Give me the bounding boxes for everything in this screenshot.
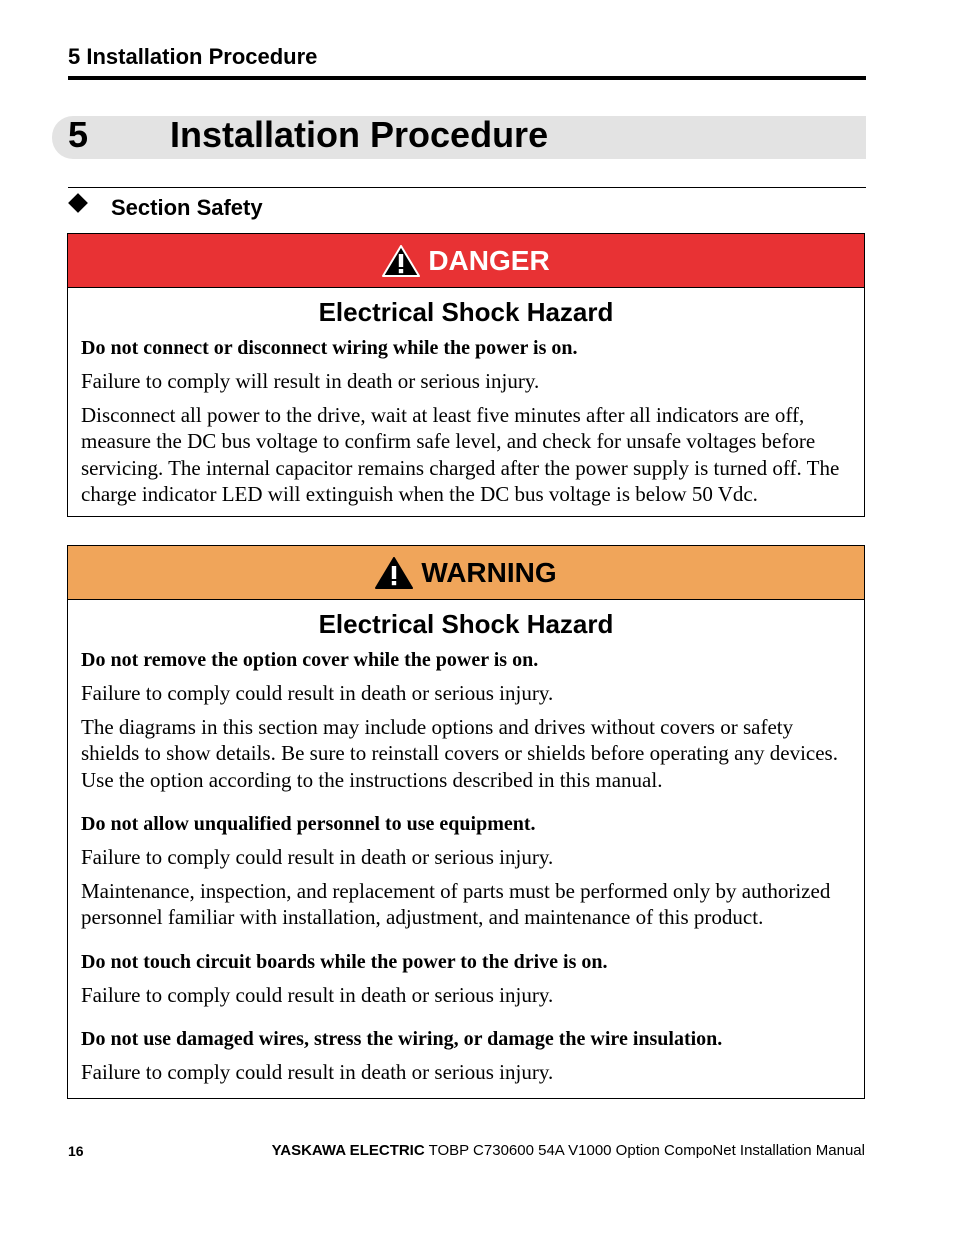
section-title: Section Safety — [111, 195, 263, 220]
page-number: 16 — [68, 1143, 84, 1159]
warning-label: WARNING — [421, 556, 557, 588]
footer-doc: TOBP C730600 54A V1000 Option CompoNet Installation Manual — [428, 1142, 865, 1159]
warning-triangle-icon — [375, 557, 413, 589]
danger-item-detail: Disconnect all power to the drive, wait at least five minutes after all indicators are off, measure the DC bus voltage to confirm safe level, and check for unsafe voltages before servicing. The internal capacitor remains charged after the power supply is turned off. The charge indicator LED will extinguish when the DC bus voltage is below 50 Vdc. — [81, 402, 840, 506]
section-rule — [68, 187, 866, 188]
warning-item-consequence: Failure to comply could result in death or serious injury. — [81, 1060, 554, 1084]
warning-item-detail: Maintenance, inspection, and replacement of parts must be performed only by authorized personnel familiar with installation, adjustment, and maintenance of this product. — [81, 878, 831, 929]
running-head: 5 Installation Procedure — [68, 44, 318, 69]
danger-label: DANGER — [428, 244, 550, 276]
warning-item-consequence: Failure to comply could result in death or serious injury. — [81, 982, 554, 1007]
warning-item-consequence: Failure to comply could result in death or serious injury. — [81, 681, 554, 705]
warning-item-consequence: Failure to comply could result in death or serious injury. — [81, 845, 554, 869]
footer-doc-title — [272, 1142, 865, 1159]
warning-item-heading: Do not touch circuit boards while the power to the drive is on. — [81, 950, 608, 973]
warning-item-heading: Do not use damaged wires, stress the wiring, or damage the wire insulation. — [81, 1028, 723, 1050]
danger-hazard-title: Electrical Shock Hazard — [318, 297, 614, 327]
header-rule — [68, 76, 866, 80]
chapter-number: 5 — [68, 114, 89, 155]
warning-item-heading: Do not remove the option cover while the power is on. — [81, 649, 539, 671]
warning-item-detail: The diagrams in this section may include options and drives without covers or safety shields to show details. Be sure to reinstall covers or shields before operating any devices. Use the option according to the instructions described in this manual. — [81, 714, 838, 792]
danger-header — [68, 234, 864, 288]
danger-box — [67, 233, 865, 517]
warning-box — [67, 545, 865, 1099]
chapter-title: Installation Procedure — [170, 114, 549, 155]
danger-item-heading: Do not connect or disconnect wiring while the power is on. — [81, 337, 578, 359]
danger-item-consequence: Failure to comply will result in death or serious injury. — [81, 369, 540, 393]
warning-header — [68, 546, 864, 600]
warning-item-heading: Do not allow unqualified personnel to use equipment. — [81, 813, 536, 835]
warning-hazard-title: Electrical Shock Hazard — [318, 609, 614, 639]
footer-brand: YASKAWA ELECTRIC — [271, 1142, 425, 1159]
warning-triangle-icon — [382, 245, 420, 277]
diamond-bullet-icon — [68, 193, 88, 213]
